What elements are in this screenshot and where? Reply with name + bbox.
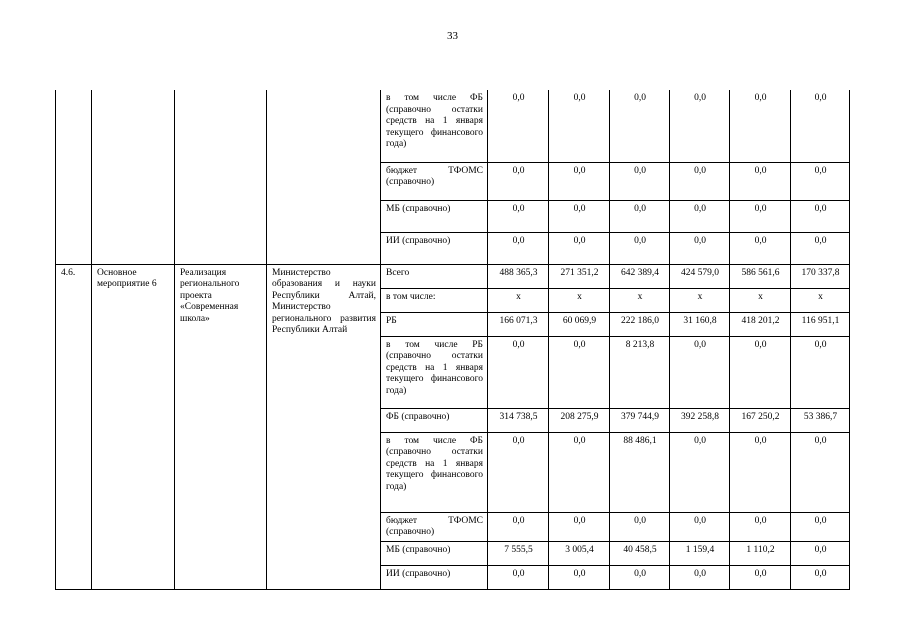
value-cell: 7 555,5 — [488, 541, 549, 565]
value-cell: 31 160,8 — [670, 312, 730, 336]
value-cell: 0,0 — [791, 432, 850, 512]
value-cell: 271 351,2 — [549, 264, 610, 288]
value-cell: 0,0 — [488, 565, 549, 589]
funding-source: ФБ (справочно) — [381, 408, 488, 432]
value-cell: 0,0 — [549, 512, 610, 541]
value-cell: х — [730, 288, 791, 312]
value-cell: 0,0 — [488, 200, 549, 232]
value-cell: 0,0 — [791, 200, 850, 232]
value-cell: 0,0 — [730, 565, 791, 589]
value-cell: х — [791, 288, 850, 312]
table-row — [56, 90, 850, 162]
value-cell: 392 258,8 — [670, 408, 730, 432]
funding-source: МБ (справочно) — [381, 200, 488, 232]
event-name — [92, 90, 175, 264]
event-name: Основное мероприятие 6 — [92, 264, 175, 589]
row-code: 4.6. — [56, 264, 92, 589]
value-cell: 0,0 — [670, 200, 730, 232]
value-cell: х — [610, 288, 670, 312]
value-cell: 1 159,4 — [670, 541, 730, 565]
value-cell: 586 561,6 — [730, 264, 791, 288]
value-cell: 0,0 — [791, 336, 850, 408]
table-row — [56, 264, 850, 288]
value-cell: 0,0 — [670, 336, 730, 408]
value-cell: 642 389,4 — [610, 264, 670, 288]
value-cell: 0,0 — [610, 162, 670, 200]
value-cell: 166 071,3 — [488, 312, 549, 336]
value-cell: 0,0 — [610, 90, 670, 162]
value-cell: 0,0 — [791, 90, 850, 162]
value-cell: 0,0 — [549, 200, 610, 232]
value-cell: 379 744,9 — [610, 408, 670, 432]
value-cell: 0,0 — [488, 162, 549, 200]
value-cell: 167 250,2 — [730, 408, 791, 432]
value-cell: 0,0 — [730, 432, 791, 512]
value-cell: 88 486,1 — [610, 432, 670, 512]
value-cell: 0,0 — [549, 432, 610, 512]
value-cell: 170 337,8 — [791, 264, 850, 288]
value-cell: 0,0 — [488, 432, 549, 512]
value-cell: 424 579,0 — [670, 264, 730, 288]
funding-source: ИИ (справочно) — [381, 232, 488, 264]
funding-source: ИИ (справочно) — [381, 565, 488, 589]
value-cell: х — [549, 288, 610, 312]
value-cell: 116 951,1 — [791, 312, 850, 336]
value-cell: 0,0 — [610, 232, 670, 264]
value-cell: 0,0 — [610, 565, 670, 589]
value-cell: 0,0 — [730, 200, 791, 232]
value-cell: 0,0 — [549, 232, 610, 264]
value-cell: 40 458,5 — [610, 541, 670, 565]
value-cell: 0,0 — [549, 565, 610, 589]
funding-source: в том числе ФБ (справочно остатки средств на 1 января текущего финансового года) — [381, 432, 488, 512]
value-cell: 0,0 — [791, 162, 850, 200]
row-code — [56, 90, 92, 264]
project-name: Реализация регионального проекта «Современная школа» — [175, 264, 267, 589]
value-cell: 0,0 — [670, 162, 730, 200]
funding-source: Всего — [381, 264, 488, 288]
project-name — [175, 90, 267, 264]
value-cell: 0,0 — [549, 336, 610, 408]
value-cell: х — [488, 288, 549, 312]
value-cell: 0,0 — [488, 512, 549, 541]
executor-name: Министерство образования и науки Республики Алтай, Министерство регионального развития Республики Алтай — [267, 264, 381, 589]
value-cell: 0,0 — [791, 565, 850, 589]
value-cell: 3 005,4 — [549, 541, 610, 565]
value-cell: 0,0 — [610, 512, 670, 541]
value-cell: 0,0 — [670, 512, 730, 541]
value-cell: 0,0 — [791, 512, 850, 541]
value-cell: 60 069,9 — [549, 312, 610, 336]
value-cell: 0,0 — [488, 336, 549, 408]
funding-source: бюджет ТФОМС (справочно) — [381, 162, 488, 200]
value-cell: 314 738,5 — [488, 408, 549, 432]
funding-source: в том числе РБ (справочно остатки средств на 1 января текущего финансового года) — [381, 336, 488, 408]
value-cell: 0,0 — [730, 336, 791, 408]
value-cell: х — [670, 288, 730, 312]
value-cell: 0,0 — [791, 541, 850, 565]
value-cell: 0,0 — [549, 90, 610, 162]
value-cell: 0,0 — [670, 90, 730, 162]
value-cell: 0,0 — [549, 162, 610, 200]
value-cell: 0,0 — [730, 90, 791, 162]
value-cell: 0,0 — [670, 232, 730, 264]
value-cell: 0,0 — [730, 232, 791, 264]
value-cell: 0,0 — [730, 162, 791, 200]
page-number: 33 — [447, 30, 458, 42]
value-cell: 418 201,2 — [730, 312, 791, 336]
value-cell: 1 110,2 — [730, 541, 791, 565]
executor-name — [267, 90, 381, 264]
value-cell: 0,0 — [670, 565, 730, 589]
value-cell: 488 365,3 — [488, 264, 549, 288]
value-cell: 8 213,8 — [610, 336, 670, 408]
funding-source: МБ (справочно) — [381, 541, 488, 565]
value-cell: 208 275,9 — [549, 408, 610, 432]
value-cell: 0,0 — [730, 512, 791, 541]
value-cell: 53 386,7 — [791, 408, 850, 432]
funding-source: РБ — [381, 312, 488, 336]
value-cell: 0,0 — [488, 90, 549, 162]
funding-source: в том числе: — [381, 288, 488, 312]
value-cell: 0,0 — [670, 432, 730, 512]
funding-source: бюджет ТФОМС (справочно) — [381, 512, 488, 541]
funding-source: в том числе ФБ (справочно остатки средств на 1 января текущего финансового года) — [381, 90, 488, 162]
value-cell: 222 186,0 — [610, 312, 670, 336]
value-cell: 0,0 — [610, 200, 670, 232]
budget-table — [55, 90, 850, 590]
value-cell: 0,0 — [791, 232, 850, 264]
value-cell: 0,0 — [488, 232, 549, 264]
